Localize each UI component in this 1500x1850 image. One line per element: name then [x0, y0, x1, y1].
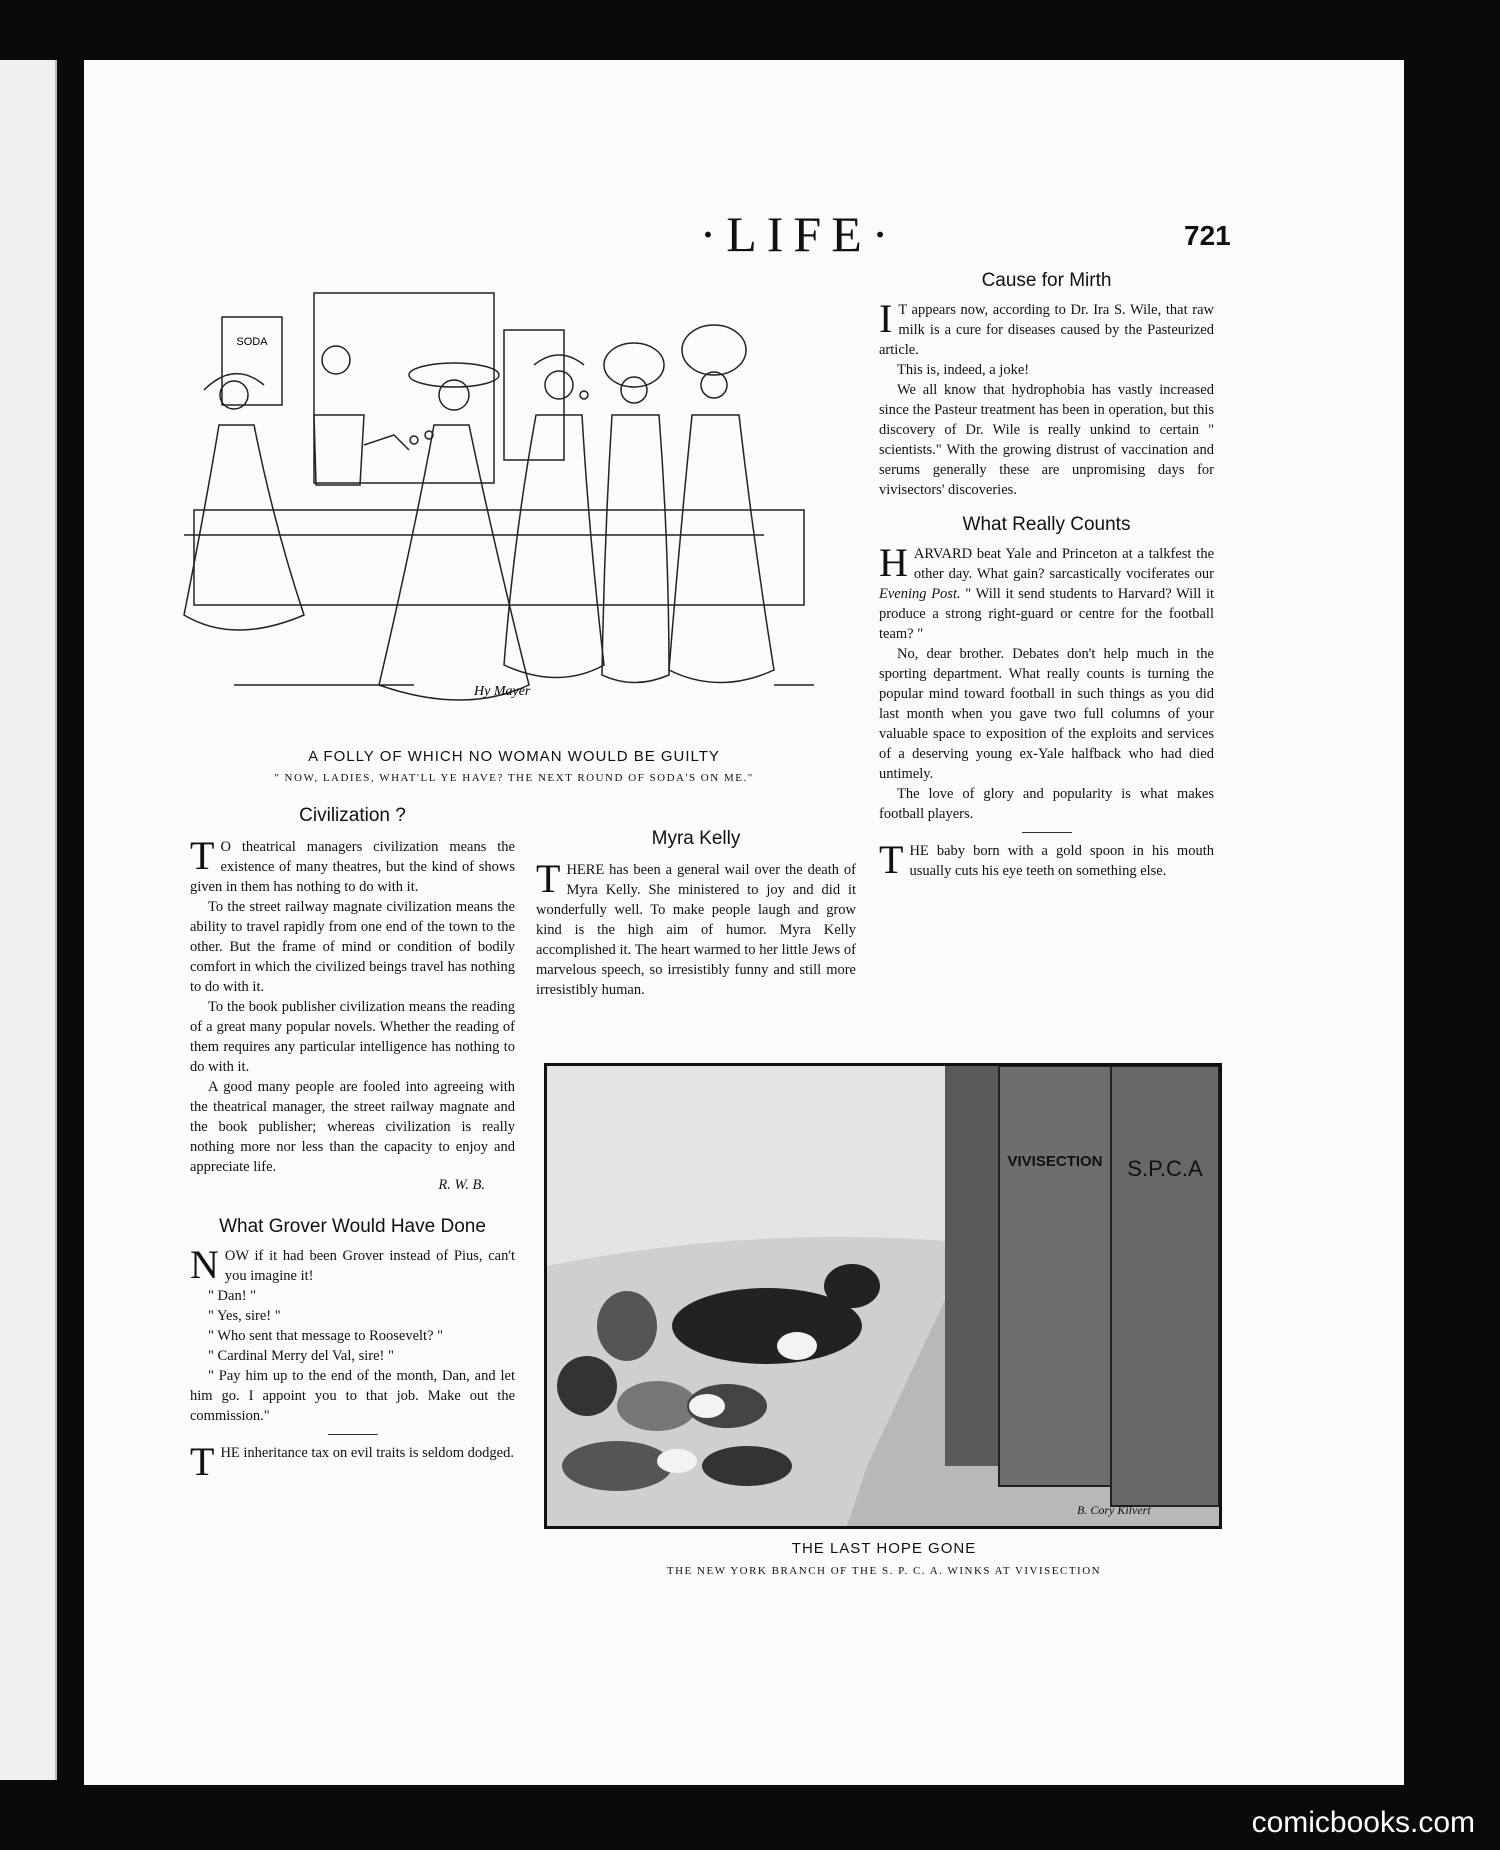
- mirth-title: Cause for Mirth: [981, 270, 1112, 291]
- myra-title: Myra Kelly: [651, 828, 741, 849]
- inheritance-text: HE inheritance tax on evil traits is seldom dodged.: [220, 1445, 514, 1461]
- cartoon-signature: Hy Mayer: [474, 684, 531, 699]
- grover-p1: OW if it had been Grover instead of Pius, can't you imagine it!: [224, 1248, 515, 1284]
- illustration-caption: THE LAST HOPE GONE: [791, 1540, 977, 1557]
- column-middle: [536, 828, 856, 1000]
- baby-text: HE baby born with a gold spoon in his mouth usually cuts his eye teeth on something else.: [909, 843, 1214, 879]
- page-number: 721: [1184, 220, 1231, 251]
- grover-p6: " Pay him up to the end of the month, Dan, and let him go. I appoint you to that job. Make out the commission.": [190, 1368, 515, 1424]
- civilization-p2: To the street railway magnate civilization means the ability to travel rapidly from one end of the town to the other. But the frame of mind or condition of bodily comfort in which the civilized beings travel has nothing to do with it.: [190, 899, 515, 995]
- vivisection-illustration: [544, 1063, 1222, 1529]
- dropcap: N: [190, 1242, 219, 1287]
- civilization-p3: To the book publisher civilization means the reading of a great many popular novels. Whether the reading of them requires any particular intelligence has nothing to do with it.: [190, 999, 515, 1075]
- illustration-subcaption: THE NEW YORK BRANCH OF THE S. P. C. A. WINKS AT VIVISECTION: [666, 1565, 1102, 1577]
- counts-p1a: ARVARD beat Yale and Princeton at a talkfest the other day. What gain? sarcastically vociferates our: [913, 546, 1214, 582]
- dropcap: I: [879, 296, 893, 341]
- watermark: comicbooks.com: [1251, 1806, 1475, 1839]
- mirth-p2: This is, indeed, a joke!: [897, 362, 1030, 378]
- counts-title: What Really Counts: [962, 514, 1131, 535]
- myra-text: HERE has been a general wail over the death of Myra Kelly. She ministered to joy and did it wonderfully well. To make people laugh and grow kind is the high aim of humor. Myra Kelly accomplished it. The heart warmed to her little Jews of marvelous speech, so irresistibly funny and still more irresistibly human.: [536, 862, 856, 998]
- counts-p1-emphasis: Evening Post.: [879, 586, 961, 602]
- soda-fountain-cartoon: [164, 265, 844, 770]
- counts-p2: No, dear brother. Debates don't help much in the sporting department. What really counts is turning the popular mind toward football in such things as you did last month when you gave two full columns of your valuable space to exposition of the exploits and services of a deserving young ex-Yale halfback who had died untimely.: [879, 646, 1214, 782]
- grover-p5: " Cardinal Merry del Val, sire! ": [208, 1348, 394, 1364]
- cartoon-caption: A FOLLY OF WHICH NO WOMAN WOULD BE GUILTY: [308, 748, 720, 765]
- civilization-p1: O theatrical managers civilization means the existence of many theatres, but the kind of shows given in them has nothing to do with it.: [190, 839, 515, 895]
- grover-p2: " Dan! ": [208, 1288, 257, 1304]
- dropcap: T: [879, 837, 904, 882]
- cartoon-sign: SODA: [236, 336, 268, 348]
- facing-page-edge: [0, 60, 57, 1780]
- illustration-signature: B. Cory Kilvert: [1077, 1503, 1151, 1517]
- door-spca-label: S.P.C.A: [1127, 1156, 1203, 1181]
- counts-p3: The love of glory and popularity is what makes football players.: [879, 786, 1214, 822]
- grover-p4: " Who sent that message to Roosevelt? ": [208, 1328, 444, 1344]
- divider: [328, 1434, 378, 1435]
- magazine-page: [84, 60, 1404, 1785]
- dropcap: T: [190, 1439, 215, 1484]
- masthead: ·LIFE·: [699, 206, 899, 262]
- grover-p3: " Yes, sire! ": [208, 1308, 281, 1324]
- dropcap: H: [879, 540, 908, 585]
- civilization-title: Civilization ?: [299, 805, 406, 826]
- civilization-p4: A good many people are fooled into agreeing with the theatrical manager, the street railway magnate and the book publisher; whereas civilization is really nothing more nor less than the capacity to enjoy and appreciate life.: [190, 1079, 515, 1175]
- dropcap: T: [536, 856, 561, 901]
- grover-title: What Grover Would Have Done: [219, 1216, 486, 1237]
- dropcap: T: [190, 833, 215, 878]
- mirth-p1: T appears now, according to Dr. Ira S. Wile, that raw milk is a cure for diseases caused by the Pasteurized article.: [879, 302, 1214, 358]
- door-vivisection-label: VIVISECTION: [1007, 1153, 1103, 1170]
- column-right: [879, 270, 1214, 881]
- cartoon-subcaption: " NOW, LADIES, WHAT'LL YE HAVE? THE NEXT ROUND OF SODA'S ON ME.": [274, 772, 754, 784]
- counts-p1b: " Will it send students to Harvard? Will it produce a strong right-guard or centre for the football team? ": [879, 586, 1214, 642]
- civilization-signature: R. W. B.: [438, 1177, 485, 1193]
- divider: [1022, 832, 1072, 833]
- mirth-p3: We all know that hydrophobia has vastly increased since the Pasteur treatment has been in operation, but this discovery of Dr. Wile is really unkind to certain " scientists." With the growing distrust of vaccination and serums generally these are unpromising days for vivisectors' discoveries.: [879, 382, 1214, 498]
- column-left: [190, 805, 515, 1484]
